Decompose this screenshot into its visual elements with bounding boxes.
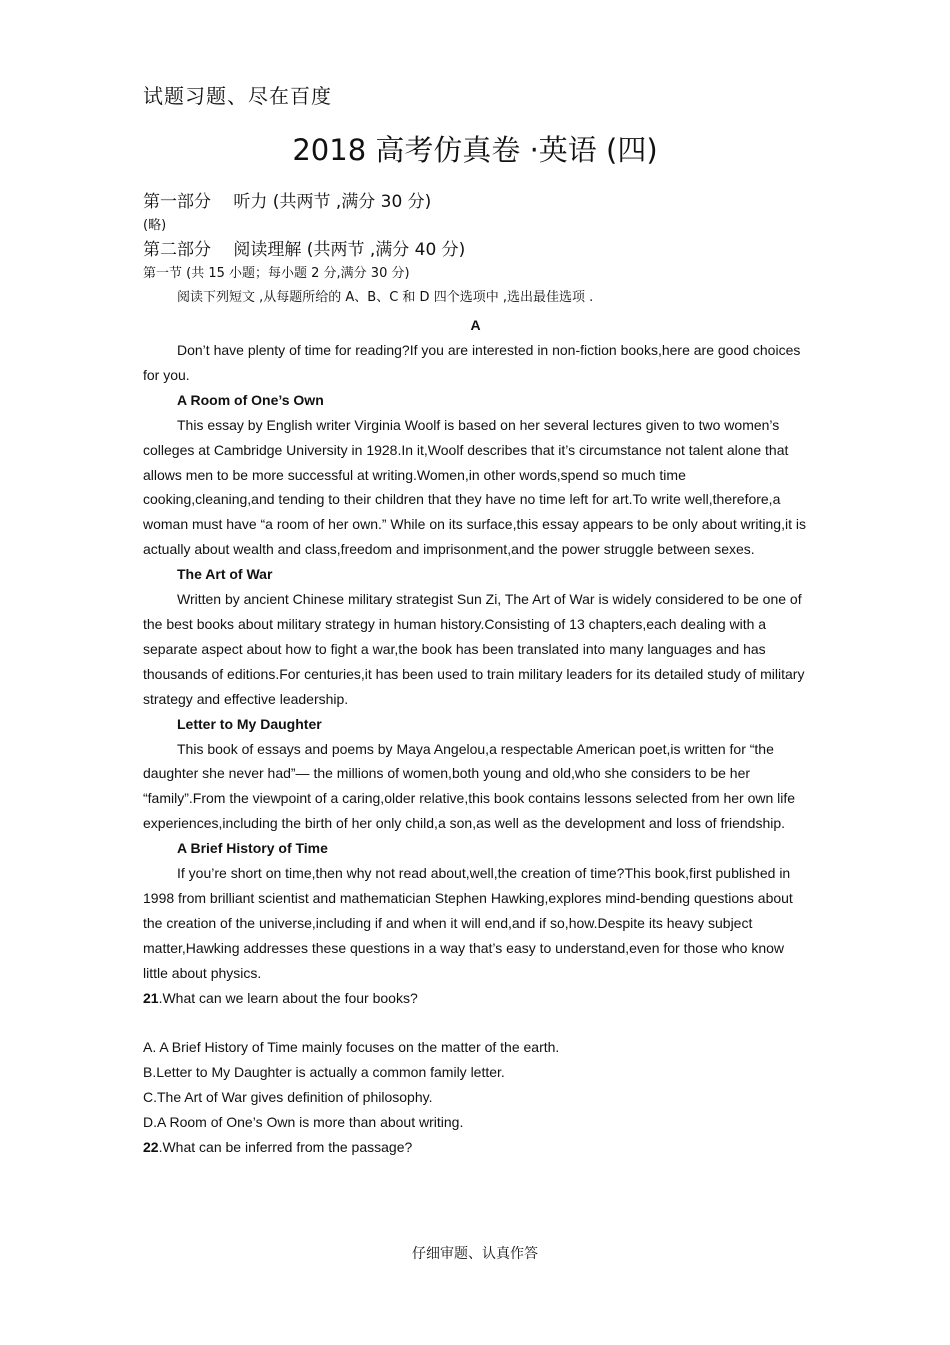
book-description: Written by ancient Chinese military strategist Sun Zi, The Art of War is widely considered to be one of the best books about military strategy in human history.Consisting of 13 chapters,each dealing with a separate aspect about how to fight a war,the book has been translated into many languages and has thousands of editions.For centuries,it has been used to train military leaders for its detailed study of military strategy and effective leadership. bbox=[143, 591, 805, 707]
option-a: A. A Brief History of Time mainly focuses on the matter of the earth. bbox=[143, 1039, 560, 1056]
book-title: The Art of War bbox=[177, 566, 273, 583]
exam-content bbox=[143, 190, 808, 1160]
question-text: .What can we learn about the four books? bbox=[158, 989, 418, 1006]
footer-note: 仔细审题、认真作答 bbox=[412, 1246, 538, 1262]
book-description: This book of essays and poems by Maya Angelou,a respectable American poet,is written for “the daughter she never had”— the millions of women,both young and old,who she considers to be her “family”.From the viewpoint of a caring,older relative,this book contains lessons selected from her own life experiences,including the birth of her only child,a son,as well as the development and loss of friendship. bbox=[143, 740, 796, 832]
question-number: 21 bbox=[143, 989, 159, 1006]
question-number: 22 bbox=[143, 1139, 159, 1156]
answer-gap bbox=[143, 1010, 808, 1035]
part1-heading: 第一部分 听力 (共两节 ,满分 30 分) bbox=[143, 192, 432, 212]
part2-heading: 第二部分 阅读理解 (共两节 ,满分 40 分) bbox=[143, 240, 466, 260]
book-title: A Room of One’s Own bbox=[177, 391, 324, 408]
book-description: If you’re short on time,then why not read about,well,the creation of time?This book,first published in 1998 from brilliant scientist and mathematician Stephen Hawking,explores mind-bending questions about the creation of the universe,including if and when it will end,and if so,how.Despite its heavy subject matter,Hawking addresses these questions in a way that’s easy to understand,even for those who know little about physics. bbox=[143, 865, 793, 981]
exam-title: 2018 高考仿真卷 ·英语 (四) bbox=[292, 133, 658, 167]
book-title: Letter to My Daughter bbox=[177, 715, 322, 732]
passage-label: A bbox=[470, 317, 481, 333]
question-21 bbox=[143, 986, 808, 1011]
part1-note: (略) bbox=[143, 218, 167, 233]
book-description: This essay by English writer Virginia Woolf is based on her several lectures given to two women’s colleges at Cambridge University in 1928.In it,Woolf describes that it’s circumstance not talent alone that allows men to be more successful at writing.Women,in other words,spend so much time cooking,cleaning,and tending to their children that they have no time left for art.To write well,therefore,a woman must have “a room of her own.” While on its surface,this essay appears to be only about writing,it is actually about wealth and class,freedom and imprisonment,and the power struggle between sexes. bbox=[143, 416, 806, 558]
passage-intro: Don’t have plenty of time for reading?If you are interested in non-fiction books,here are good choices for you. bbox=[143, 342, 801, 383]
book-title: A Brief History of Time bbox=[177, 840, 328, 857]
part2-section1-heading: 第一节 (共 15 小题；每小题 2 分,满分 30 分) bbox=[143, 266, 410, 281]
option-d: D.A Room of One’s Own is more than about writing. bbox=[143, 1114, 464, 1131]
option-b: B.Letter to My Daughter is actually a common family letter. bbox=[143, 1064, 505, 1081]
question-text: .What can be inferred from the passage? bbox=[158, 1139, 413, 1156]
header-note: 试题习题、尽在百度 bbox=[143, 84, 332, 108]
option-c: C.The Art of War gives definition of philosophy. bbox=[143, 1089, 433, 1106]
instruction-text: 阅读下列短文 ,从每题所给的 A、B、C 和 D 四个选项中 ,选出最佳选项 . bbox=[177, 290, 594, 305]
question-22 bbox=[143, 1135, 808, 1160]
